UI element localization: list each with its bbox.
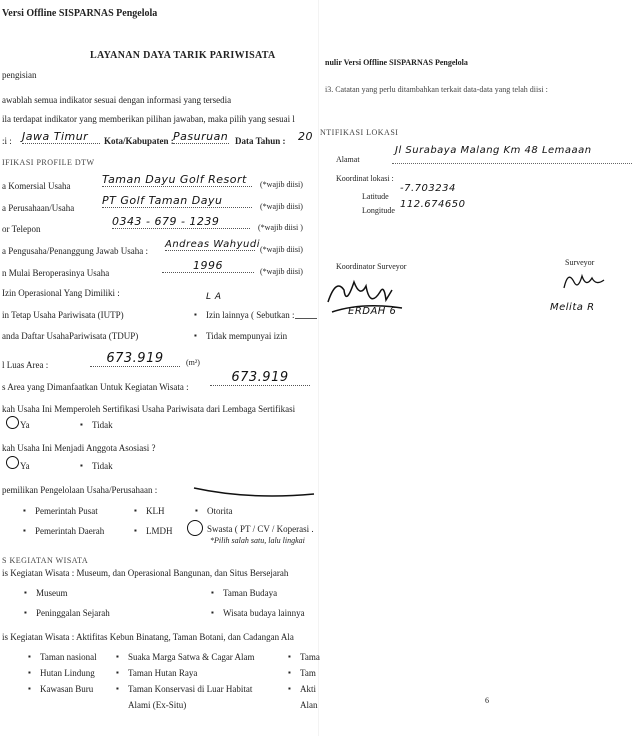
instruction-1: awablah semua indikator sesuai dengan informasi yang tersedia [2, 95, 232, 105]
field-value-telepon: 0343 - 679 - 1239 [112, 215, 250, 229]
k1-peninggalan: ▪ Peninggalan Sejarah [36, 608, 110, 618]
alamat-label: Alamat [336, 155, 360, 164]
area-label: s Area yang Dimanfaatkan Untuk Kegiatan Wisata : [2, 382, 189, 392]
pemilikan-swasta-circle[interactable] [187, 520, 203, 536]
form-title: LAYANAN DAYA TARIK PARIWISATA [90, 50, 276, 61]
k1-wisata-budaya: ▪ Wisata budaya lainnya [223, 608, 305, 618]
pemilikan-label: pemilikan Pengelolaan Usaha/Perusahaan : [2, 485, 158, 495]
surveyor-name: Melita R [550, 302, 595, 313]
pemilikan-swasta: Swasta ( PT / CV / Koperasi . [207, 524, 314, 534]
k2-alami: Alami (Ex-Situ) [128, 700, 187, 710]
asosiasi-ya: Ya [20, 461, 30, 471]
luas-label: l Luas Area : [2, 360, 49, 370]
instruction-2: ila terdapat indikator yang memberikan pilihan jawaban, maka pilih yang sesuai l [2, 114, 295, 124]
field-note-perusahaan: (*wajib diisi) [260, 202, 303, 211]
catatan-note: i3. Catatan yang perlu ditambahkan terkait data-data yang telah diisi : [325, 85, 548, 94]
provinsi-value: Jawa Timur [22, 130, 100, 144]
latitude-label: Latitude [362, 192, 389, 201]
asosiasi-ya-circle[interactable] [6, 456, 19, 469]
kegiatan-1: is Kegiatan Wisata : Museum, dan Operasional Bangunan, dan Situs Bersejarah [2, 568, 289, 578]
pemilikan-pusat: ▪ Pemerintah Pusat [35, 506, 98, 516]
pemilikan-stroke [190, 484, 318, 500]
pemilikan-klh: ▪ KLH [146, 506, 165, 516]
izin-lainnya: ▪ Izin lainnya ( Sebutkan : [206, 310, 294, 320]
page-divider [318, 0, 319, 736]
field-value-perusahaan: PT Golf Taman Dayu [102, 194, 252, 208]
izin-tidak: ▪ Tidak mempunyai izin [206, 331, 287, 341]
left-header: Versi Offline SISPARNAS Pengelola [2, 8, 158, 19]
field-note-mulai: (*wajib diisi) [260, 267, 303, 276]
surveyor-signature [560, 266, 610, 296]
kegiatan-heading: S KEGIATAN WISATA [2, 556, 89, 565]
izin-tdup: anda Daftar UsahaPariwisata (TDUP) [2, 331, 139, 341]
page-number: 6 [485, 696, 489, 705]
koordinator-label: Koordinator Surveyor [336, 262, 407, 271]
field-note-pengusaha: (*wajib diisi) [260, 245, 303, 254]
izin-mark: L A [206, 292, 222, 302]
k2-tama: ▪ Tama [300, 652, 320, 662]
kegiatan-2: is Kegiatan Wisata : Aktifitas Kebun Binatang, Taman Botani, dan Cadangan Ala [2, 632, 294, 642]
izin-iutp: in Tetap Usaha Pariwisata (IUTP) [2, 310, 124, 320]
tahun-value: 20 [298, 130, 313, 143]
field-label-komersial: a Komersial Usaha [2, 181, 71, 191]
izin-heading: Izin Operasional Yang Dimiliki : [2, 288, 120, 298]
k2-tam: ▪ Tam [300, 668, 316, 678]
asosiasi-tidak: ▪ Tidak [92, 461, 113, 471]
k2-kawasan-buru: ▪ Kawasan Buru [40, 684, 93, 694]
field-label-perusahaan: a Perusahaan/Usaha [2, 203, 75, 213]
surveyor-label: Surveyor [565, 258, 595, 267]
k1-taman-budaya: ▪ Taman Budaya [223, 588, 277, 598]
field-note-telepon: (*wajib diisi ) [258, 223, 303, 232]
q-asosiasi: kah Usaha Ini Menjadi Anggota Asosiasi ? [2, 443, 156, 453]
k1-museum: ▪ Museum [36, 588, 68, 598]
sertifikasi-ya-circle[interactable] [6, 416, 19, 429]
tahun-label: Data Tahun : [235, 136, 286, 146]
profile-heading: IFIKASI PROFILE DTW [2, 158, 95, 167]
alamat-line [392, 163, 632, 164]
pemilikan-daerah: ▪ Pemerintah Daerah [35, 526, 104, 536]
alamat-value: Jl Surabaya Malang Km 48 Lemaaan [395, 145, 592, 156]
kota-value: Pasuruan [173, 130, 229, 143]
field-label-pengusaha: a Pengusaha/Penanggung Jawab Usaha : [2, 246, 148, 256]
right-header: nulir Versi Offline SISPARNAS Pengelola [325, 58, 468, 67]
luas-unit: (m²) [186, 358, 200, 367]
field-value-pengusaha: Andreas Wahyudi [165, 239, 260, 250]
field-value-mulai: 1996 [162, 259, 254, 273]
longitude-label: Longitude [362, 206, 395, 215]
latitude-value: -7.703234 [400, 183, 456, 194]
kota-label: Kota/Kabupaten : [104, 136, 174, 146]
field-value-komersial: Taman Dayu Golf Resort [102, 173, 252, 187]
pemilikan-otorita: ▪ Otorita [207, 506, 233, 516]
q-sertifikasi: kah Usaha Ini Memperoleh Sertifikasi Usaha Pariwisata dari Lembaga Sertifikasi [2, 404, 296, 414]
pemilikan-lmdh: ▪ LMDH [146, 526, 173, 536]
field-label-mulai: n Mulai Beroperasinya Usaha [2, 268, 110, 278]
longitude-value: 112.674650 [400, 199, 466, 210]
k2-taman-hutan-raya: ▪ Taman Hutan Raya [128, 668, 197, 678]
k2-akti: ▪ Akti [300, 684, 316, 694]
sertifikasi-ya: Ya [20, 420, 30, 430]
k2-hutan-lindung: ▪ Hutan Lindung [40, 668, 95, 678]
pilih-note: *Pilih salah satu, lalu lingkai [210, 536, 305, 545]
field-label-telepon: or Telepon [2, 224, 41, 234]
luas-value: 673.919 [90, 351, 180, 367]
koordinat-label: Koordinat lokasi : [336, 174, 394, 183]
pengisian-label: pengisian [2, 70, 37, 80]
k2-taman-konservasi: ▪ Taman Konservasi di Luar Habitat [128, 684, 252, 694]
k2-alan: Alan [300, 700, 318, 710]
provinsi-prefix: :i : [2, 136, 12, 146]
lokasi-heading: NTIFIKASI LOKASI [320, 128, 399, 137]
sertifikasi-tidak: ▪ Tidak [92, 420, 113, 430]
field-note-komersial: (*wajib diisi) [260, 180, 303, 189]
k2-taman-nasional: ▪ Taman nasional [40, 652, 97, 662]
area-value: 673.919 [210, 370, 310, 386]
izin-lainnya-line [295, 318, 317, 319]
koordinator-name: ERDAH 6 [348, 306, 397, 317]
k2-suaka: ▪ Suaka Marga Satwa & Cagar Alam [128, 652, 255, 662]
